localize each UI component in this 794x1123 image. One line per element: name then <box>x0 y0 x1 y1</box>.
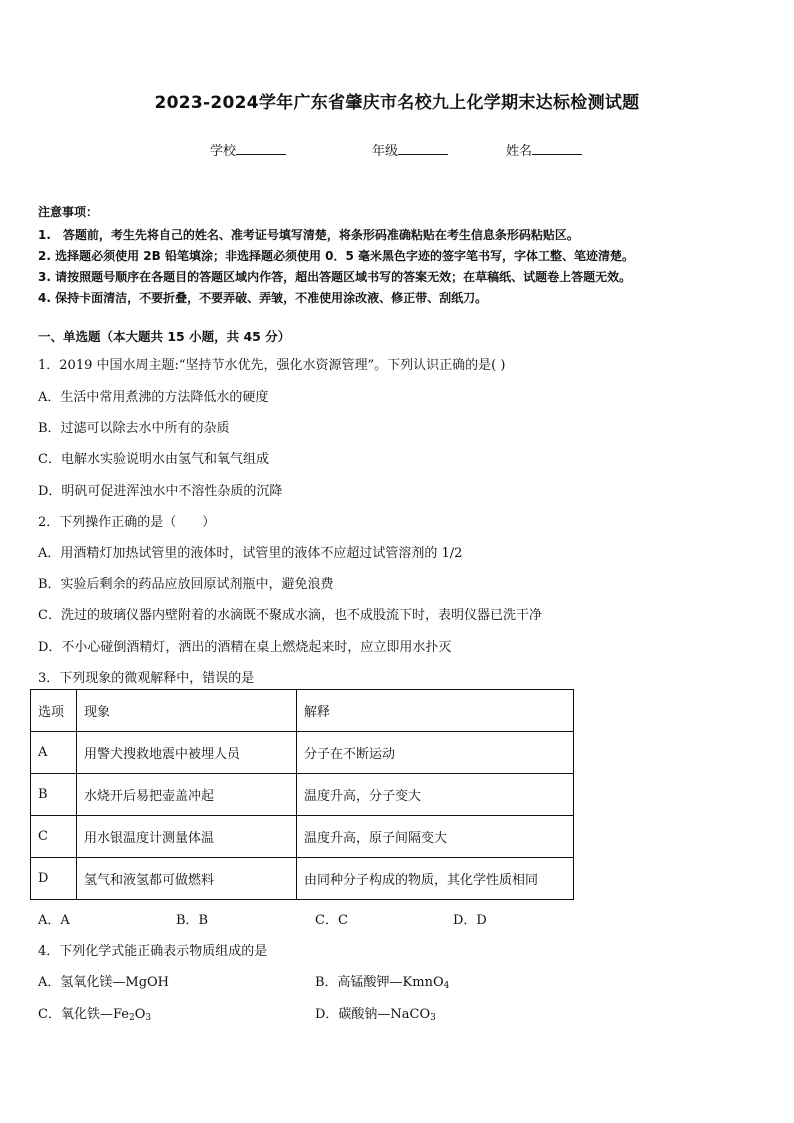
notice-item: 3. 请按照题号顺序在各题目的答题区域内作答，超出答题区域书写的答案无效；在草稿纸、试题卷上答题无效。 <box>38 270 632 284</box>
q3-option-c: C．C <box>315 913 348 928</box>
page-title: 2023-2024学年广东省肇庆市名校九上化学期末达标检测试题 <box>154 93 640 113</box>
grade-field <box>372 140 448 159</box>
q2-option-c: C．洗过的玻璃仪器内壁附着的水滴既不聚成水滴，也不成股流下时，表明仪器已洗干净 <box>38 608 542 623</box>
student-info-row <box>210 140 610 160</box>
q4-option-b-subscript: 4 <box>443 981 450 991</box>
q1-option-d: D．明矾可促进浑浊水中不溶性杂质的沉降 <box>38 484 283 499</box>
q4-option-d-subscript: 3 <box>430 1013 436 1023</box>
table-header-cell: 解释 <box>297 690 574 732</box>
q3-option-b: B．B <box>176 913 209 928</box>
table-cell: 水烧开后易把壶盖冲起 <box>77 774 297 816</box>
school-label: 学校 <box>210 144 237 159</box>
table-header-cell: 现象 <box>77 690 297 732</box>
table-row <box>31 732 574 774</box>
q4-option-b-text: B．高锰酸钾—KmnO <box>315 975 444 990</box>
table-cell: B <box>31 774 77 816</box>
grade-label: 年级 <box>372 144 399 159</box>
q4-option-d <box>315 1003 436 1023</box>
name-field <box>506 140 582 159</box>
q3-table <box>30 689 574 900</box>
notice-item: 2. 选择题必须使用 2B 铅笔填涂；非选择题必须使用 0．5 毫米黑色字迹的签字笔书写，字体工整、笔迹清楚。 <box>38 249 634 263</box>
q4-option-c <box>38 1003 151 1023</box>
table-cell: A <box>31 732 77 774</box>
table-cell: 温度升高，分子变大 <box>297 774 574 816</box>
q4-option-c-mid: O <box>134 1007 146 1022</box>
q4-option-c-text: C．氧化铁—Fe <box>38 1007 129 1022</box>
q2-option-a: A．用酒精灯加热试管里的液体时，试管里的液体不应超过试管溶剂的 1/2 <box>38 546 463 561</box>
grade-blank <box>398 142 448 155</box>
name-label: 姓名 <box>506 144 533 159</box>
school-field <box>210 140 286 159</box>
table-cell: 用警犬搜救地震中被埋人员 <box>77 732 297 774</box>
q4-stem: 4．下列化学式能正确表示物质组成的是 <box>38 944 268 959</box>
table-header-cell: 选项 <box>31 690 77 732</box>
table-cell: 温度升高，原子间隔变大 <box>297 816 574 858</box>
q2-option-b: B．实验后剩余的药品应放回原试剂瓶中，避免浪费 <box>38 577 334 592</box>
q2-stem: 2．下列操作正确的是（ ） <box>38 515 216 530</box>
q1-option-b: B．过滤可以除去水中所有的杂质 <box>38 421 230 436</box>
notice-block <box>38 204 758 310</box>
q4-option-d-text: D．碳酸钠—NaCO <box>315 1007 431 1022</box>
table-cell: C <box>31 816 77 858</box>
table-header-row <box>31 690 574 732</box>
q1-option-c: C．电解水实验说明水由氢气和氧气组成 <box>38 452 269 467</box>
q4-option-c-subscript-2: 3 <box>145 1013 152 1023</box>
school-blank <box>236 142 286 155</box>
q4-option-a-text: A．氢氧化镁—MgOH <box>38 975 170 990</box>
q1-stem: 1．2019 中国水周主题:“坚持节水优先，强化水资源管理”。下列认识正确的是( ) <box>38 358 506 373</box>
q3-option-d: D．D <box>453 913 487 928</box>
table-cell: 由同种分子构成的物质，其化学性质相同 <box>297 858 574 900</box>
table-row <box>31 858 574 900</box>
table-row <box>31 774 574 816</box>
notice-item: 4. 保持卡面清洁，不要折叠，不要弄破、弄皱，不准使用涂改液、修正带、刮纸刀。 <box>38 291 488 305</box>
q2-option-d: D．不小心碰倒酒精灯，洒出的酒精在桌上燃烧起来时，应立即用水扑灭 <box>38 640 452 655</box>
table-cell: 用水银温度计测量体温 <box>77 816 297 858</box>
table-cell: 分子在不断运动 <box>297 732 574 774</box>
table-cell: 氢气和液氢都可做燃料 <box>77 858 297 900</box>
section-title: 一、单选题（本大题共 15 小题，共 45 分） <box>38 329 291 344</box>
q4-option-a <box>38 971 169 990</box>
q1-option-a: A．生活中常用煮沸的方法降低水的硬度 <box>38 390 269 405</box>
name-blank <box>532 142 582 155</box>
q3-stem: 3．下列现象的微观解释中，错误的是 <box>38 671 255 686</box>
notice-header: 注意事项： <box>38 205 99 219</box>
table-row <box>31 816 574 858</box>
table-cell: D <box>31 858 77 900</box>
q3-option-a: A．A <box>38 913 70 928</box>
notice-item: 1. 答题前，考生先将自己的姓名、准考证号填写清楚，将条形码准确粘贴在考生信息条形码粘贴区。 <box>38 228 579 242</box>
q4-option-b <box>315 971 449 991</box>
q4-option-c-subscript: 2 <box>128 1013 135 1023</box>
